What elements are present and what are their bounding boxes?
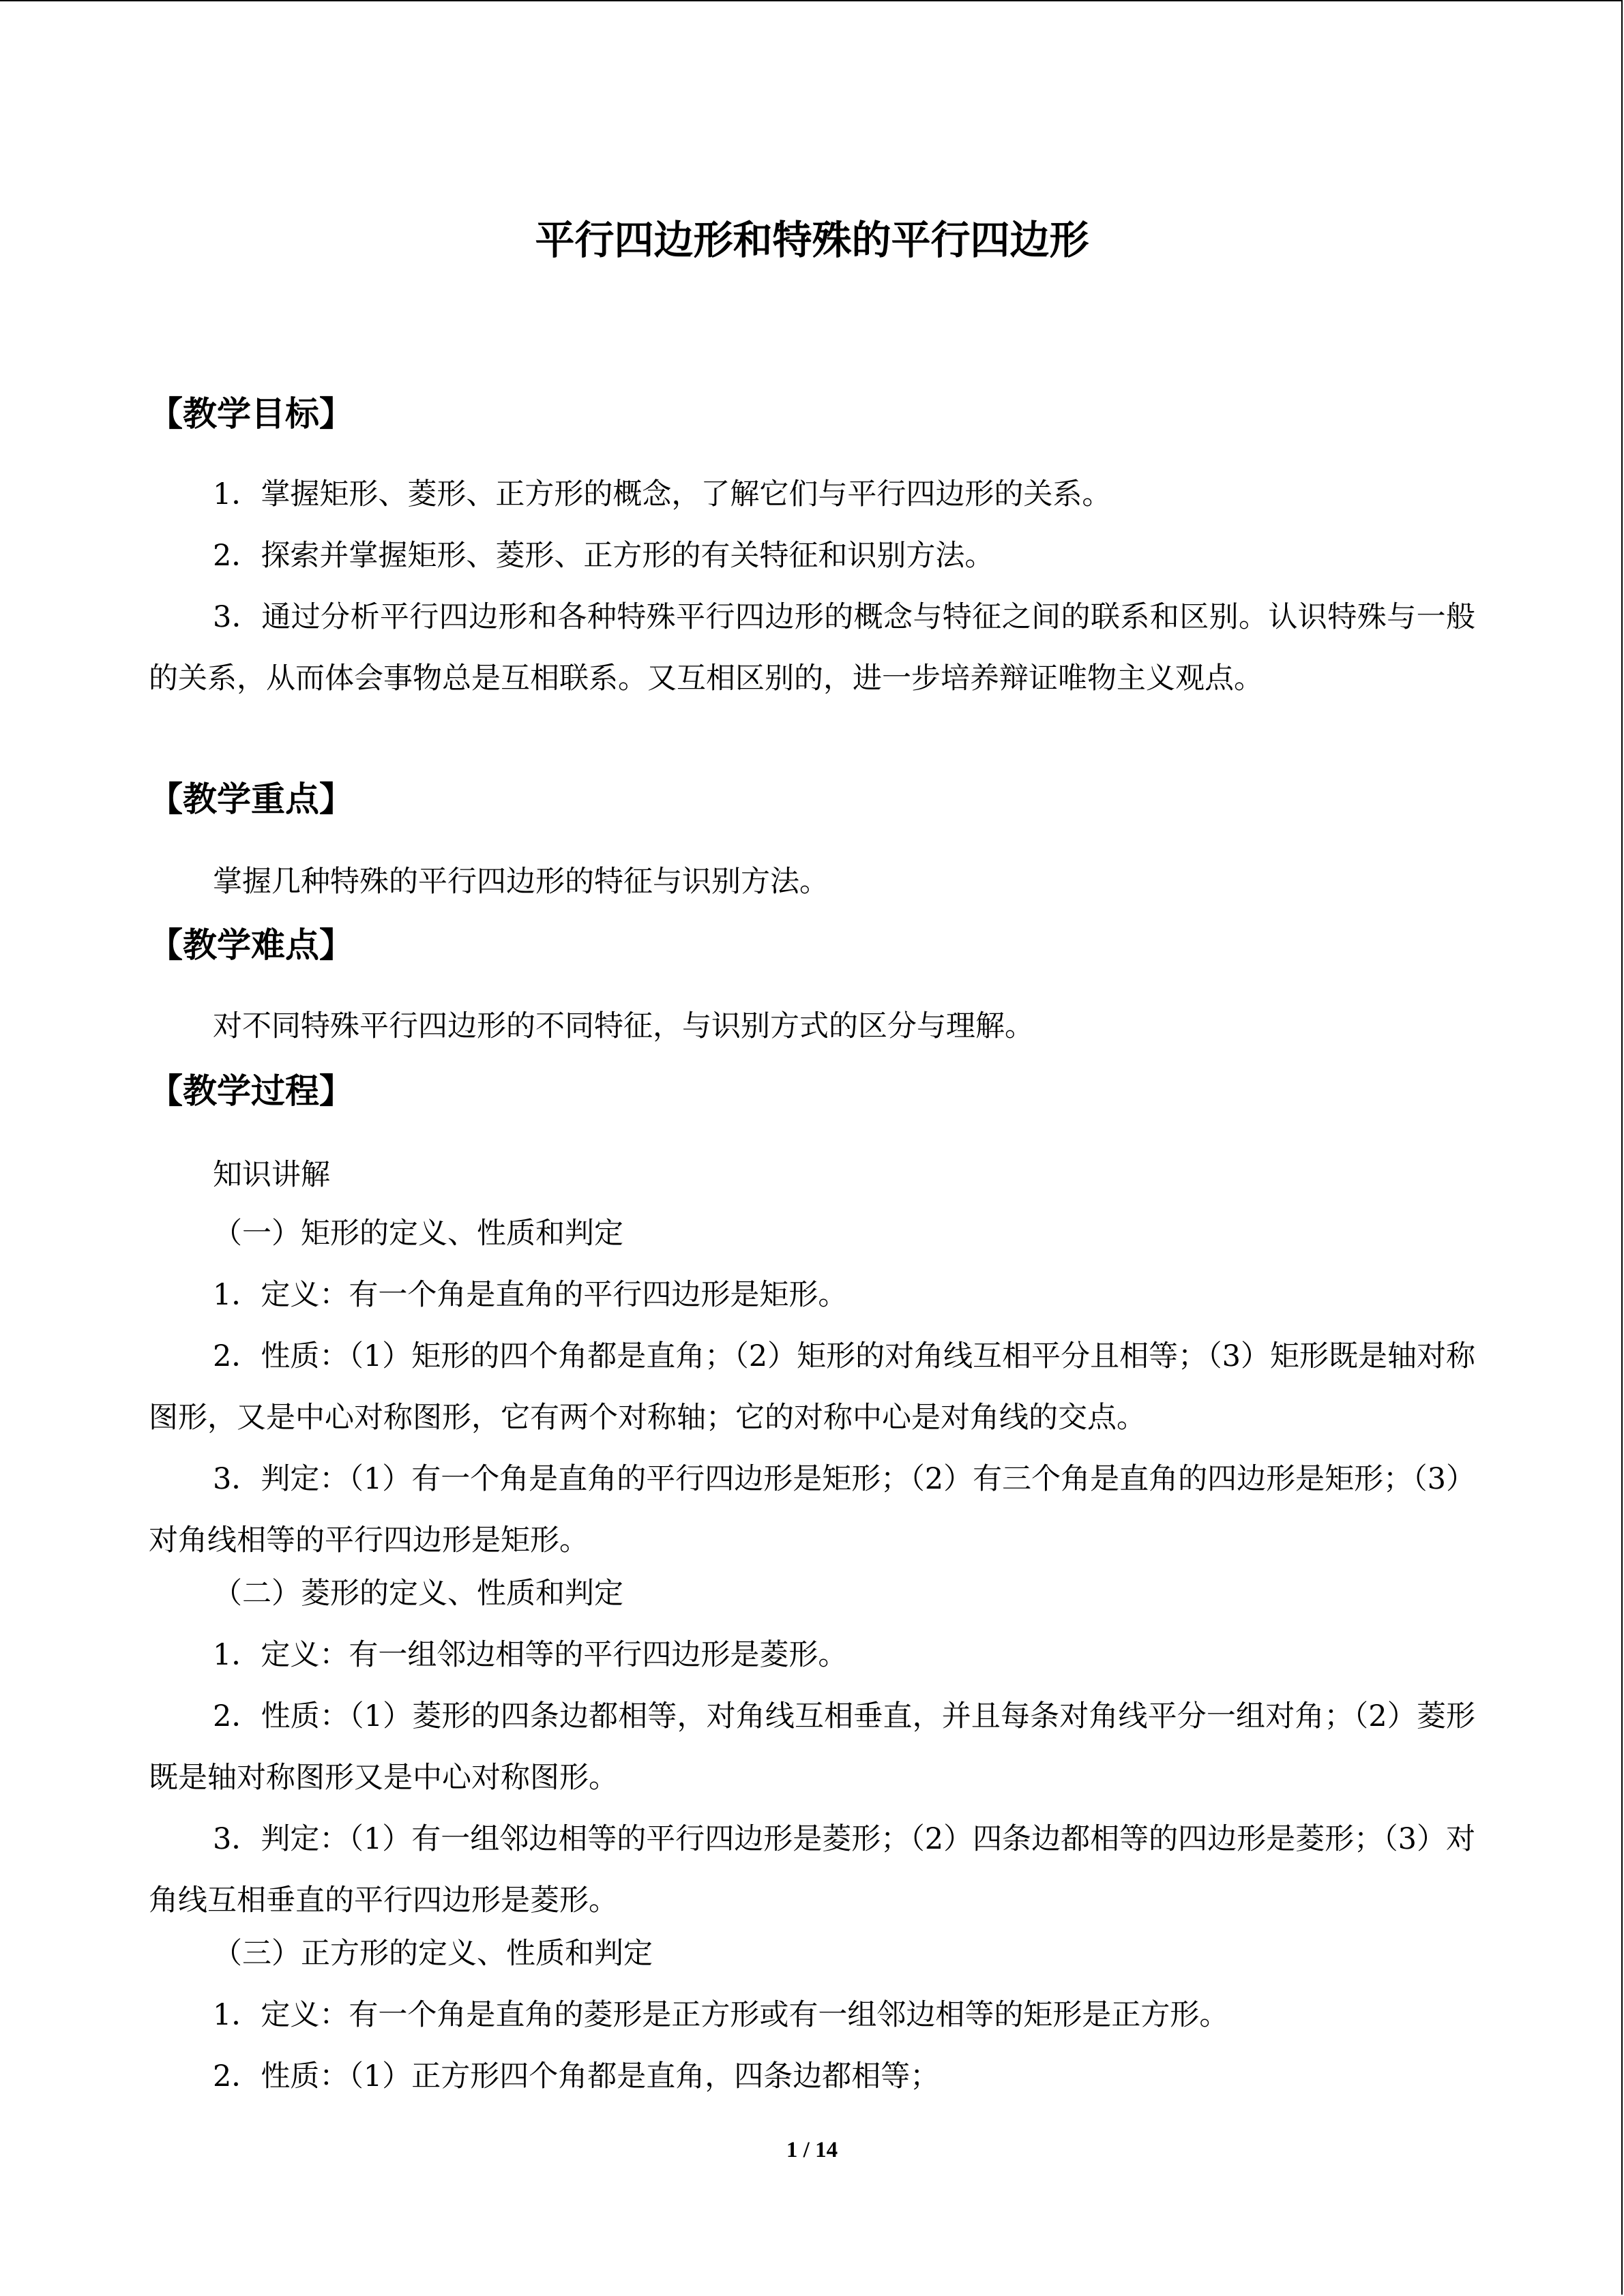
heading-objectives: 【教学目标】 [149,394,353,434]
process-subheading-square: （三）正方形的定义、性质和判定 [213,1937,653,1971]
heading-key-points: 【教学重点】 [149,779,353,819]
heading-process: 【教学过程】 [149,1071,353,1111]
page-number: 1 / 14 [786,2138,838,2162]
process-subheading-rectangle: （一）矩形的定义、性质和判定 [213,1217,623,1251]
process-line: 1．定义：有一组邻边相等的平行四边形是菱形。 [213,1638,848,1672]
process-line: 知识讲解 [213,1158,330,1192]
objective-item-3: 3．通过分析平行四边形和各种特殊平行四边形的概念与特征之间的联系和区别。认识特殊与一般的关系，从而体会事物总是互相联系。又互相区别的，进一步培养辩证唯物主义观点。 [149,600,1475,696]
process-line: 3．判定：（1）有一个角是直角的平行四边形是矩形；（2）有三个角是直角的四边形是矩形；（3）对角线相等的平行四边形是矩形。 [149,1462,1475,1557]
process-line: 2．性质：（1）矩形的四个角都是直角；（2）矩形的对角线互相平分且相等；（3）矩形既是轴对称图形，又是中心对称图形，它有两个对称轴；它的对称中心是对角线的交点。 [149,1339,1475,1435]
objective-item-1: 1．掌握矩形、菱形、正方形的概念，了解它们与平行四边形的关系。 [213,477,1112,511]
process-line: 2．性质：（1）菱形的四条边都相等，对角线互相垂直，并且每条对角线平分一组对角；（2）菱形既是轴对称图形又是中心对称图形。 [149,1699,1475,1795]
objective-item-2: 2．探索并掌握矩形、菱形、正方形的有关特征和识别方法。 [213,539,994,573]
process-line: 1．定义：有一个角是直角的平行四边形是矩形。 [213,1278,848,1312]
process-line: 1．定义：有一个角是直角的菱形是正方形或有一组邻边相等的矩形是正方形。 [213,1998,1229,2032]
process-line: 3．判定：（1）有一组邻边相等的平行四边形是菱形；（2）四条边都相等的四边形是菱形；（3）对角线互相垂直的平行四边形是菱形。 [149,1822,1475,1918]
process-line: 2．性质：（1）正方形四个角都是直角，四条边都相等； [213,2059,940,2093]
difficulties-text: 对不同特殊平行四边形的不同特征，与识别方式的区分与理解。 [213,1009,1034,1043]
document-title: 平行四边形和特殊的平行四边形 [535,217,1089,263]
key-points-text: 掌握几种特殊的平行四边形的特征与识别方法。 [213,865,829,899]
heading-difficulties: 【教学难点】 [149,925,353,965]
process-subheading-rhombus: （二）菱形的定义、性质和判定 [213,1577,623,1611]
